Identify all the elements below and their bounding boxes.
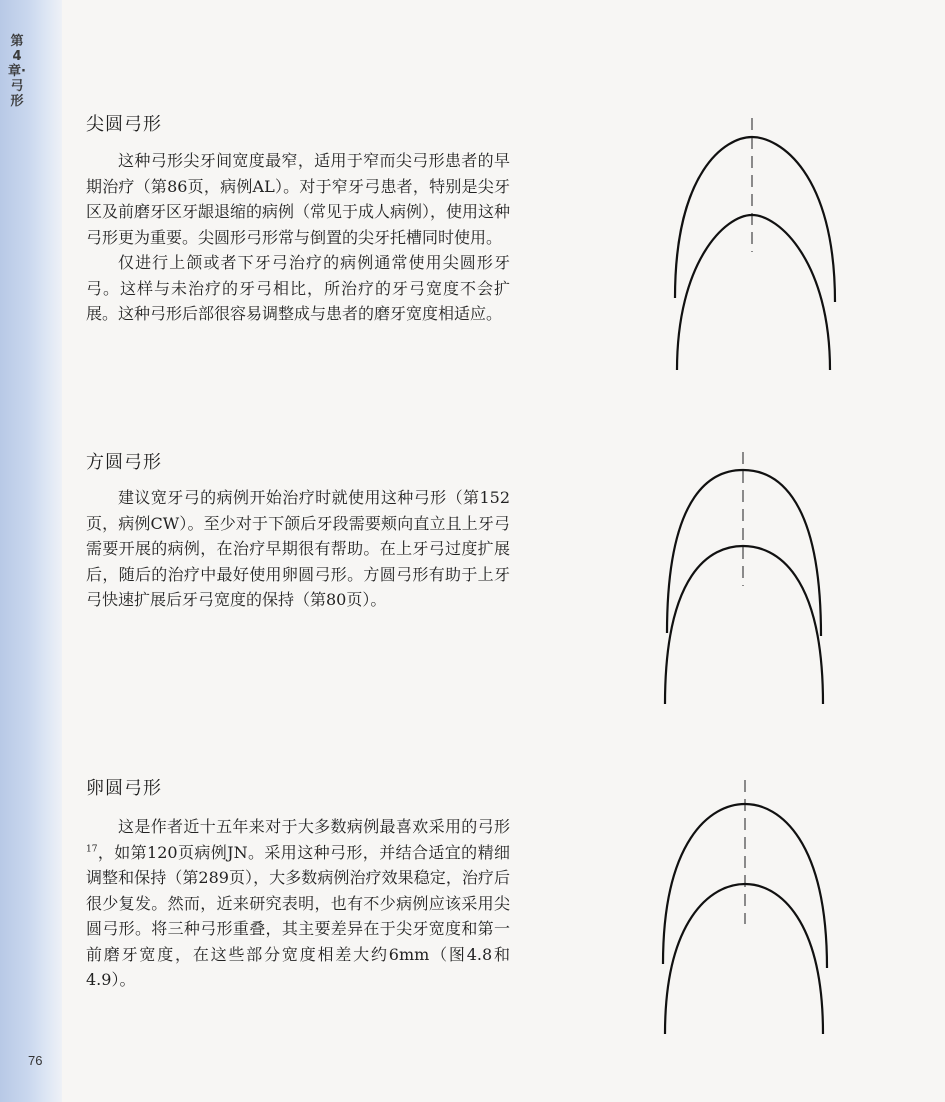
section-body-tapered (86, 148, 510, 327)
lower-arch-curve (665, 546, 823, 704)
ovoid-arch-illustration (655, 776, 855, 1038)
citation-superscript: 17 (86, 844, 98, 855)
upper-arch-curve (675, 137, 835, 302)
page-number: 76 (28, 1053, 43, 1068)
square-arch-illustration (655, 448, 855, 710)
section-heading-square: 方圆弓形 (86, 452, 162, 473)
section-heading-tapered: 尖圆弓形 (86, 114, 162, 135)
lower-arch-curve (677, 215, 830, 370)
chapter-side-band (0, 0, 62, 1102)
paragraph: 建议宽牙弓的病例开始治疗时就使用这种弓形（第152页，病例CW）。至少对于下颌后牙段需要颊向直立且上牙弓需要开展的病例，在治疗早期很有帮助。在上牙弓过度扩展后，随后的治疗中最好使用卵圆弓形。方圆弓形有助于上牙弓快速扩展后牙弓宽度的保持（第80页）。 (86, 488, 510, 609)
paragraph-text: 这是作者近十五年来对于大多数病例最喜欢采用的弓形 (118, 817, 510, 836)
section-body-square (86, 485, 510, 613)
paragraph (86, 814, 510, 993)
chapter-label: 第4章·弓形 (8, 34, 26, 109)
paragraph: 仅进行上颌或者下牙弓治疗的病例通常使用尖圆形牙弓。这样与未治疗的牙弓相比，所治疗的牙弓宽度不会扩展。这种弓形后部很容易调整成与患者的磨牙宽度相适应。 (86, 253, 510, 323)
tapered-arch-illustration (655, 112, 855, 374)
lower-arch-curve (665, 884, 823, 1034)
upper-arch-curve (667, 470, 821, 636)
section-heading-ovoid: 卵圆弓形 (86, 778, 162, 799)
paragraph-text: ，如第120页病例JN。采用这种弓形，并结合适宜的精细调整和保持（第289页），大多数病例治疗效果稳定，治疗后很少复发。然而，近来研究表明，也有不少病例应该采用尖圆弓形。将三种弓形重叠，其主要差异在于尖牙宽度和第一前磨牙宽度，在这些部分宽度相差大约6mm（图4.8和4.9）。 (86, 842, 510, 989)
paragraph: 这种弓形尖牙间宽度最窄，适用于窄而尖弓形患者的早期治疗（第86页，病例AL）。对于窄牙弓患者，特别是尖牙区及前磨牙区牙龈退缩的病例（常见于成人病例），使用这种弓形更为重要。尖圆形弓形常与倒置的尖牙托槽同时使用。 (86, 151, 511, 247)
section-body-ovoid (86, 814, 510, 993)
